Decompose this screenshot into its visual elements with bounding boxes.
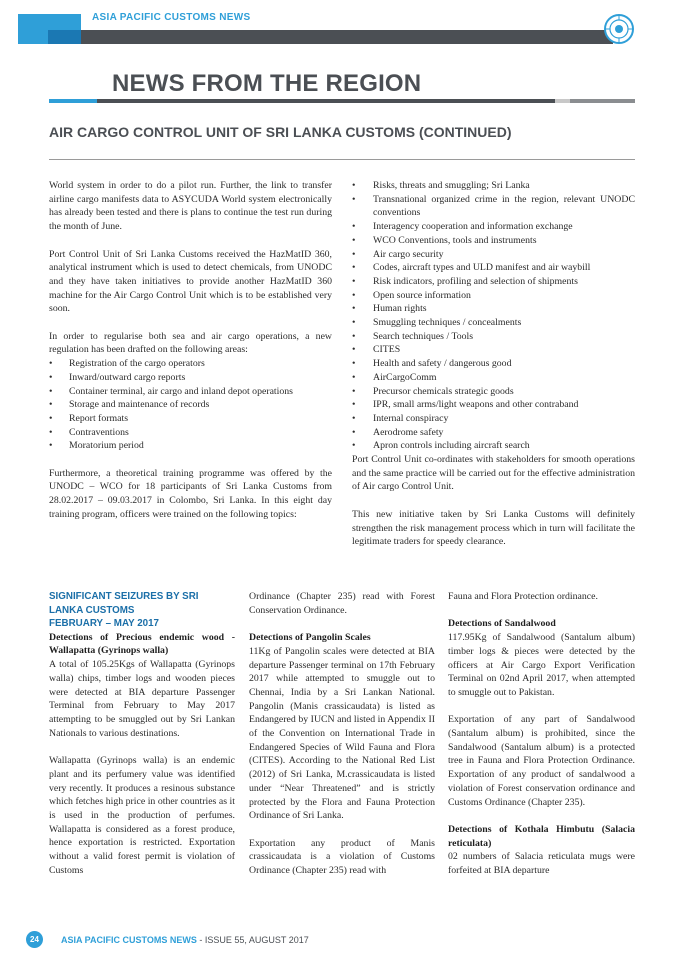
paragraph: 02 numbers of Salacia reticulata mugs were forfeited at BIA departure (448, 851, 635, 877)
list-item: • Inward/outward cargo reports (49, 371, 332, 385)
seizures-heading: SIGNIFICANT SEIZURES BY SRI LANKA CUSTOMS (49, 591, 199, 616)
seizures-column-3 (448, 590, 635, 878)
list-item: • Human rights (352, 302, 635, 316)
paragraph: Wallapatta (Gyrinops walla) is an endemic plant and its perfumery value was identified very recently. It produces a resinous substance which fetches high price in other countries as it is used in the production of perfumes. Wallapatta is considered as a forest produce, hence exportation is restricted. Exportation without a valid forest permit is violation of Customs (49, 755, 235, 876)
paragraph: Ordinance (Chapter 235) read with Forest Conservation Ordinance. (249, 591, 435, 616)
paragraph: In order to regularise both sea and air cargo operations, a new regulation has been drafted on the following areas: (49, 330, 332, 356)
list-item: • Report formats (49, 412, 332, 426)
seizures-period: FEBRUARY – MAY 2017 (49, 618, 159, 630)
list-item: • AirCargoComm (352, 371, 635, 385)
list-item: • Risk indicators, profiling and selection of shipments (352, 275, 635, 289)
list-item: • Risks, threats and smuggling; Sri Lanka (352, 179, 635, 193)
paragraph: Port Control Unit of Sri Lanka Customs received the HazMatID 360, analytical instrument which is used to detect chemicals, from UNODC and they have taken initiatives to provide another HazMatID 360 machine for the Air Cargo Control Unit which is to be established very soon. (49, 248, 332, 315)
footer-magazine: ASIA PACIFIC CUSTOMS NEWS (61, 935, 197, 945)
wco-logo-icon (604, 14, 634, 44)
seizures-column-2 (249, 590, 435, 878)
list-item: • Moratorium period (49, 439, 332, 453)
list-item: • Open source information (352, 289, 635, 303)
list-item: • Smuggling techniques / concealments (352, 316, 635, 330)
footer-issue: - ISSUE 55, AUGUST 2017 (196, 935, 309, 945)
paragraph: Fauna and Flora Protection ordinance. (448, 591, 598, 602)
list-item: • CITES (352, 343, 635, 357)
subheading: Detections of Pangolin Scales (249, 632, 371, 644)
article-column-right (352, 179, 635, 549)
list-item: • Precursor chemicals strategic goods (352, 385, 635, 399)
page-number: 24 (26, 931, 43, 948)
paragraph: Port Control Unit co-ordinates with stakeholders for smooth operations and the same practice will be carried out for the effective administration of Air cargo Control Unit. (352, 454, 635, 493)
training-topics-list (352, 179, 635, 453)
list-item: • Air cargo security (352, 248, 635, 262)
list-item: • Container terminal, air cargo and inland depot operations (49, 385, 332, 399)
header-accent-dark (48, 30, 81, 44)
paragraph: This new initiative taken by Sri Lanka Customs will definitely strengthen the risk management process which in turn will facilitate the legitimate traders for speedy clearance. (352, 508, 635, 548)
list-item: • IPR, small arms/light weapons and other contraband (352, 398, 635, 412)
list-item: • Codes, aircraft types and ULD manifest and air waybill (352, 261, 635, 275)
regulation-list (49, 357, 332, 453)
list-item: • Contraventions (49, 426, 332, 440)
paragraph: A total of 105.25Kgs of Wallapatta (Gyrinops walla) chips, timber logs and wooden pieces were detected at BIA departure Passenger Terminal from February to May 2017 attempting to be smuggled out by Sri Lankan Nationals to various destinations. (49, 659, 235, 739)
paragraph: Furthermore, a theoretical training programme was offered by the UNODC – WCO for 18 participants of Sri Lanka Customs from 28.02.2017 – 09.03.2017 in Colombo, Sri Lanka. In this eight day training program, officers were trained on the following topics: (49, 467, 332, 520)
paragraph: 117.95Kg of Sandalwood (Santalum album) timber logs & pieces were detected by the officers at Air Cargo Export Verification Terminal on 02nd April 2017, when attempted to smuggle out to Pakistan. (448, 632, 635, 698)
list-item: • Search techniques / Tools (352, 330, 635, 344)
list-item: • Interagency cooperation and information exchange (352, 220, 635, 234)
paragraph: 11Kg of Pangolin scales were detected at BIA departure Passenger terminal on 17th February 2017 while attempted to smuggle out to Chennai, India by a Sri Lankan National. Pangolin (Manis crassicaudata) is listed as Endangered by IUCN and listed in Appendix II of the Convention on International Trade in Endangered Species of Wild Fauna and Flora (CITES). According to the National Red List (2012) of Sri Lanka, M.crassicaudata is listed under “Near Threatened” and is strictly protected by the Flora and Fauna Protection Ordinance of Sri Lanka. (249, 645, 435, 822)
paragraph: Exportation of any part of Sandalwood (Santalum album) is prohibited, since the Sandalwood (Santalum album) is a protected tree in Fauna and Flora Protection Ordinance. Exportation of any product of sandalwood a violation of Forest conservation ordinance and Customs Ordinance (Chapter 235). (448, 714, 635, 808)
list-item: • Health and safety / dangerous good (352, 357, 635, 371)
title-rule-blue (49, 99, 97, 103)
list-item: • WCO Conventions, tools and instruments (352, 234, 635, 248)
list-item: • Apron controls including aircraft search (352, 439, 635, 453)
section-title: NEWS FROM THE REGION (112, 70, 422, 97)
article-column-left (49, 179, 332, 522)
list-item: • Registration of the cargo operators (49, 357, 332, 371)
seizures-column-1 (49, 590, 235, 877)
article-title: AIR CARGO CONTROL UNIT OF SRI LANKA CUSTOMS (CONTINUED) (49, 124, 512, 140)
title-rule-dark (97, 99, 555, 103)
subheading: Detections of Kothala Himbutu (Salacia reticulata) (448, 823, 635, 849)
paragraph: Exportation any product of Manis crassicaudata is a violation of Customs Ordinance (Chapter 235) read with (249, 837, 435, 877)
divider (49, 159, 635, 160)
header-bar (81, 30, 613, 44)
list-item: • Aerodrome safety (352, 426, 635, 440)
list-item: • Internal conspiracy (352, 412, 635, 426)
title-rule-light (555, 99, 570, 103)
list-item: • Transnational organized crime in the region, relevant UNODC conventions (352, 193, 635, 220)
title-rule-grey (570, 99, 635, 103)
subheading: Detections of Sandalwood (448, 618, 556, 630)
footer-text (61, 935, 309, 945)
list-item: • Storage and maintenance of records (49, 398, 332, 412)
header-magazine-title: ASIA PACIFIC CUSTOMS NEWS (92, 12, 251, 23)
subheading: Detections of Precious endemic wood -Wallapatta (Gyrinops walla) (49, 631, 235, 657)
paragraph: World system in order to do a pilot run. Further, the link to transfer airline cargo manifests data to ASYCUDA World system electronically has already been tested and there is plans to continue the test run during the month of June. (49, 180, 332, 233)
